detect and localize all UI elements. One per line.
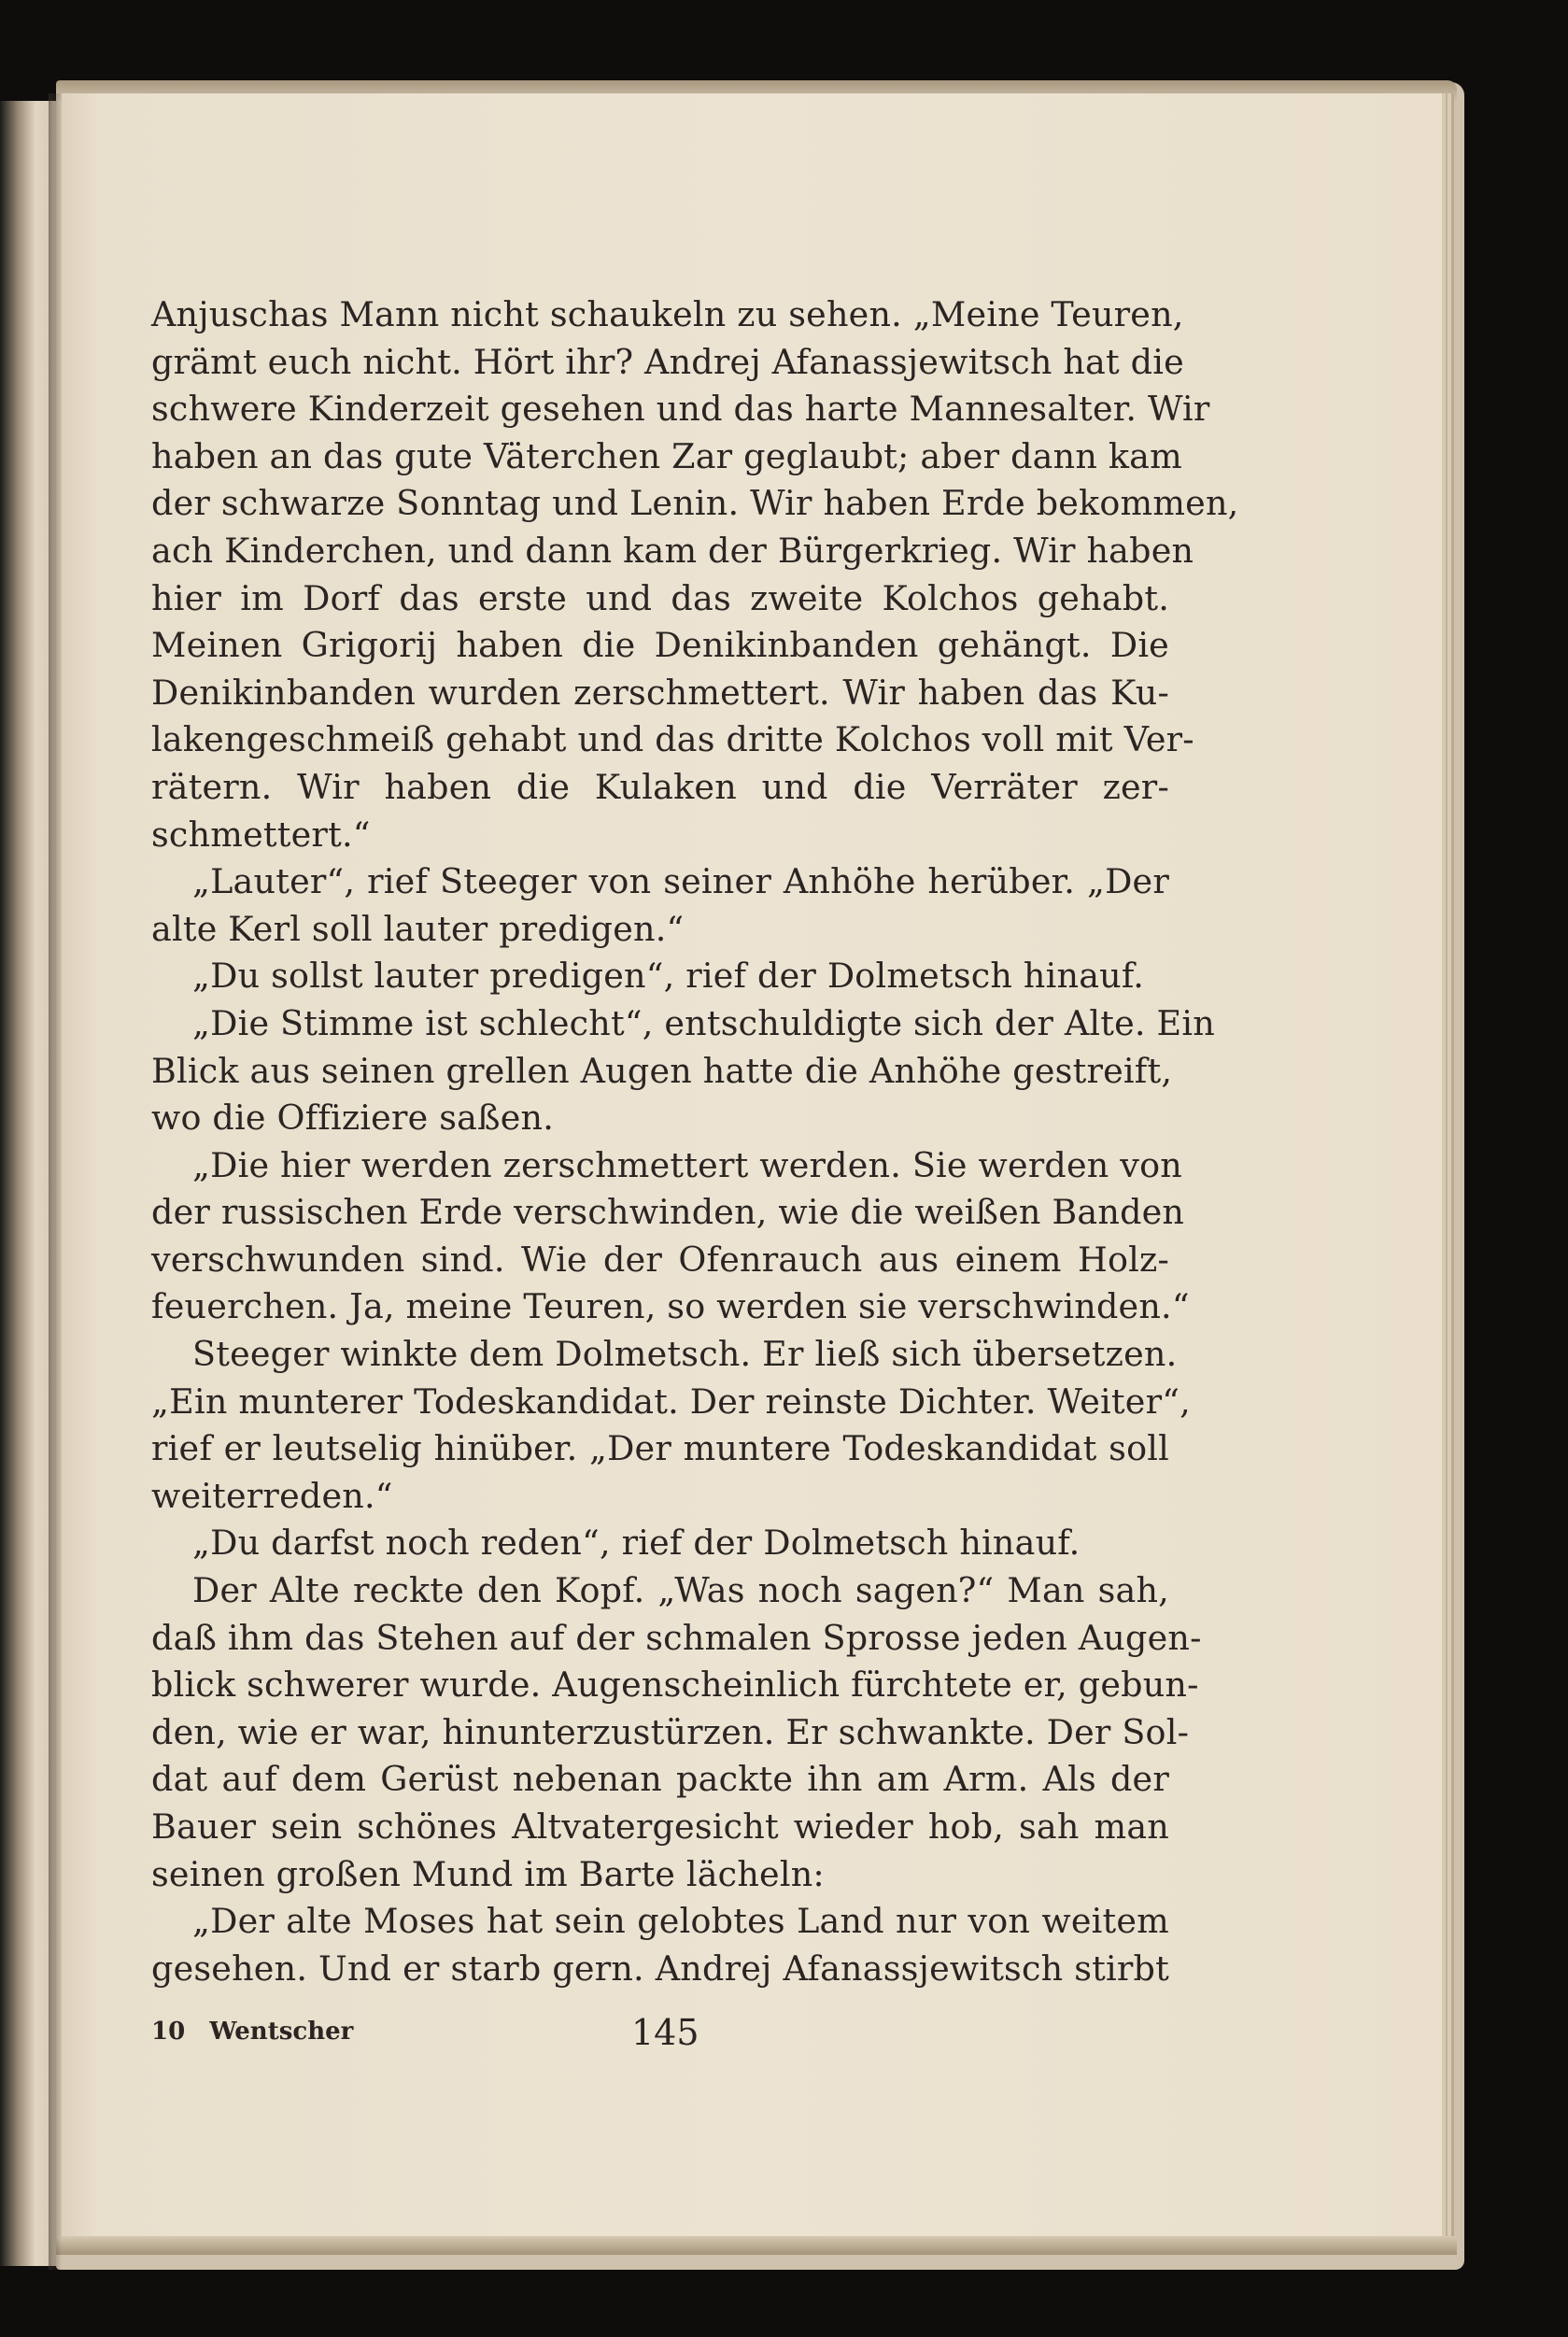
signature-number: 10 [151,2018,186,2046]
text-line: lakengeschmeiß gehabt und das dritte Kolchos voll mit Ver- [151,719,1194,760]
text-line: „Die hier werden zerschmettert werden. Sie werden von [192,1144,1182,1185]
text-line: seinen großen Mund im Barte lächeln: [151,1853,825,1894]
signature-mark [151,2018,353,2046]
text-line: verschwunden sind. Wie der Ofenrauch aus einem Holz- [151,1239,1169,1280]
text-line: weiterreden.“ [151,1475,393,1516]
text-line: hier im Dorf das erste und das zweite Kolchos gehabt. [151,577,1169,618]
text-line: gesehen. Und er starb gern. Andrej Afanassjewitsch stirbt [151,1948,1169,1989]
text-line: Blick aus seinen grellen Augen hatte die Anhöhe gestreift, [151,1050,1173,1091]
text-line: Meinen Grigorij haben die Denikinbanden gehängt. Die [151,625,1169,666]
text-line: Steeger winkte dem Dolmetsch. Er ließ sich übersetzen. [192,1334,1178,1375]
page-number: 145 [631,2012,699,2053]
text-line: rätern. Wir haben die Kulaken und die Verräter zer- [151,766,1169,807]
signature-name: Wentscher [209,2018,354,2046]
body-text [151,291,1239,1992]
text-line: grämt euch nicht. Hört ihr? Andrej Afanassjewitsch hat die [151,341,1184,382]
spine-shadow [49,93,62,2270]
text-line: rief er leutselig hinüber. „Der muntere Todeskandidat soll [151,1428,1169,1469]
text-line: ach Kinderchen, und dann kam der Bürgerkrieg. Wir haben [151,530,1194,571]
text-line: der schwarze Sonntag und Lenin. Wir haben Erde bekommen, [151,483,1239,524]
text-line: „Lauter“, rief Steeger von seiner Anhöhe herüber. „Der [192,861,1169,902]
text-line: Denikinbanden wurden zerschmettert. Wir haben das Ku- [151,672,1169,713]
text-line: feuerchen. Ja, meine Teuren, so werden sie verschwinden.“ [151,1286,1190,1327]
text-line: „Die Stimme ist schlecht“, entschuldigte sich der Alte. Ein [192,1002,1215,1043]
text-line: haben an das gute Väterchen Zar geglaubt; aber dann kam [151,435,1182,476]
text-line: dat auf dem Gerüst nebenan packte ihn am Arm. Als der [151,1759,1169,1800]
text-line: alte Kerl soll lauter predigen.“ [151,908,685,949]
text-line: schwere Kinderzeit gesehen und das harte Mannesalter. Wir [151,389,1210,430]
text-line: Der Alte reckte den Kopf. „Was noch sagen?“ Man sah, [192,1570,1169,1611]
text-line: „Du sollst lauter predigen“, rief der Dolmetsch hinauf. [192,956,1145,997]
page-bottom-edge [56,2236,1457,2255]
text-line: „Der alte Moses hat sein gelobtes Land nur von weitem [192,1901,1169,1942]
text-line: Bauer sein schönes Altvatergesicht wieder hob, sah man [151,1806,1169,1847]
text-line: „Ein munterer Todeskandidat. Der reinste Dichter. Weiter“, [151,1381,1191,1422]
text-line: den, wie er war, hinunterzustürzen. Er schwankte. Der Sol- [151,1711,1190,1752]
text-line: wo die Offiziere saßen. [151,1098,555,1139]
text-line: der russischen Erde verschwinden, wie die weißen Banden [151,1192,1185,1233]
text-line: blick schwerer wurde. Augenscheinlich fürchtete er, gebun- [151,1664,1199,1706]
text-line: schmettert.“ [151,814,371,855]
text-line: daß ihm das Stehen auf der schmalen Sprosse jeden Augen- [151,1617,1202,1658]
text-line: „Du darfst noch reden“, rief der Dolmetsch hinauf. [192,1523,1081,1564]
text-line: Anjuschas Mann nicht schaukeln zu sehen. „Meine Teuren, [151,294,1184,334]
